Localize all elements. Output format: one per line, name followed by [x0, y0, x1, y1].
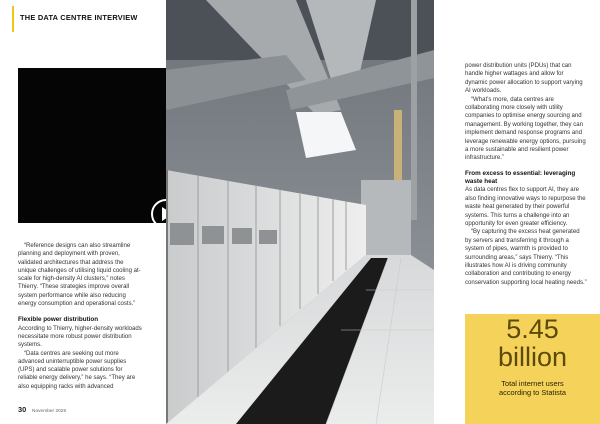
right-article-column: [465, 62, 587, 287]
article-paragraph: “By capturing the excess heat generated by servers and transferring it through a system of pipes, warmth is provided to surrounding areas,” says Thierry. “This illustrates how AI is driving community collaboration and contributing to energy conservation supporting local heating needs.”: [465, 229, 587, 286]
stat-caption-line: Total internet users: [501, 379, 564, 388]
data-centre-photo: [166, 0, 434, 424]
stat-unit: billion: [497, 342, 568, 372]
article-paragraph: “What’s more, data centres are collaborating more closely with utility companies to optimise energy sourcing and management. By working together, they can implement demand response programs and leverage renewable energy options, pursuing a more sustainable and resilient power infrastructure.”: [465, 96, 586, 162]
stat-caption: [465, 379, 600, 397]
article-subheading: Flexible power distribution: [18, 316, 99, 324]
server-aisle-image: [166, 0, 434, 424]
header-accent-rule: [12, 6, 14, 32]
issue-date: November 2025: [32, 409, 67, 414]
page-number: 30: [18, 405, 27, 414]
article-paragraph: power distribution units (PDUs) that can handle higher wattages and allow for dynamic power allocation to support varying AI workloads.: [465, 63, 583, 95]
article-paragraph: “Reference designs can also streamline planning and deployment with proven, validated architectures that address the unique challenges of utilising liquid cooling at-scale for high-density AI clusters,” notes Thierry. “These strategies improve overall system performance while also reducing energy consumption and operational costs.”: [18, 243, 141, 308]
article-paragraph: As data centres flex to support AI, they are also finding innovative ways to repurpose the waste heat generated by their powerful systems. This turns a challenge into an opportunity for even greater efficiency.: [465, 187, 586, 227]
section-title: THE DATA CENTRE INTERVIEW: [20, 13, 138, 22]
article-paragraph: “Data centres are seeking out more advanced uninterruptible power supplies (UPS) and scalable power solutions for reliable energy delivery,” he says. “They are also equipping racks with advanced: [18, 350, 136, 390]
article-paragraph: According to Thierry, higher-density workloads necessitate more robust power distribution systems.: [18, 325, 142, 349]
left-article-column: [18, 242, 143, 391]
stat-caption-line: according to Statista: [499, 388, 566, 397]
article-subheading: From excess to essential: leveraging waste heat: [465, 169, 576, 186]
page-footer: [18, 405, 66, 414]
stat-callout: [465, 314, 600, 424]
stat-number: 5.45: [506, 314, 559, 344]
